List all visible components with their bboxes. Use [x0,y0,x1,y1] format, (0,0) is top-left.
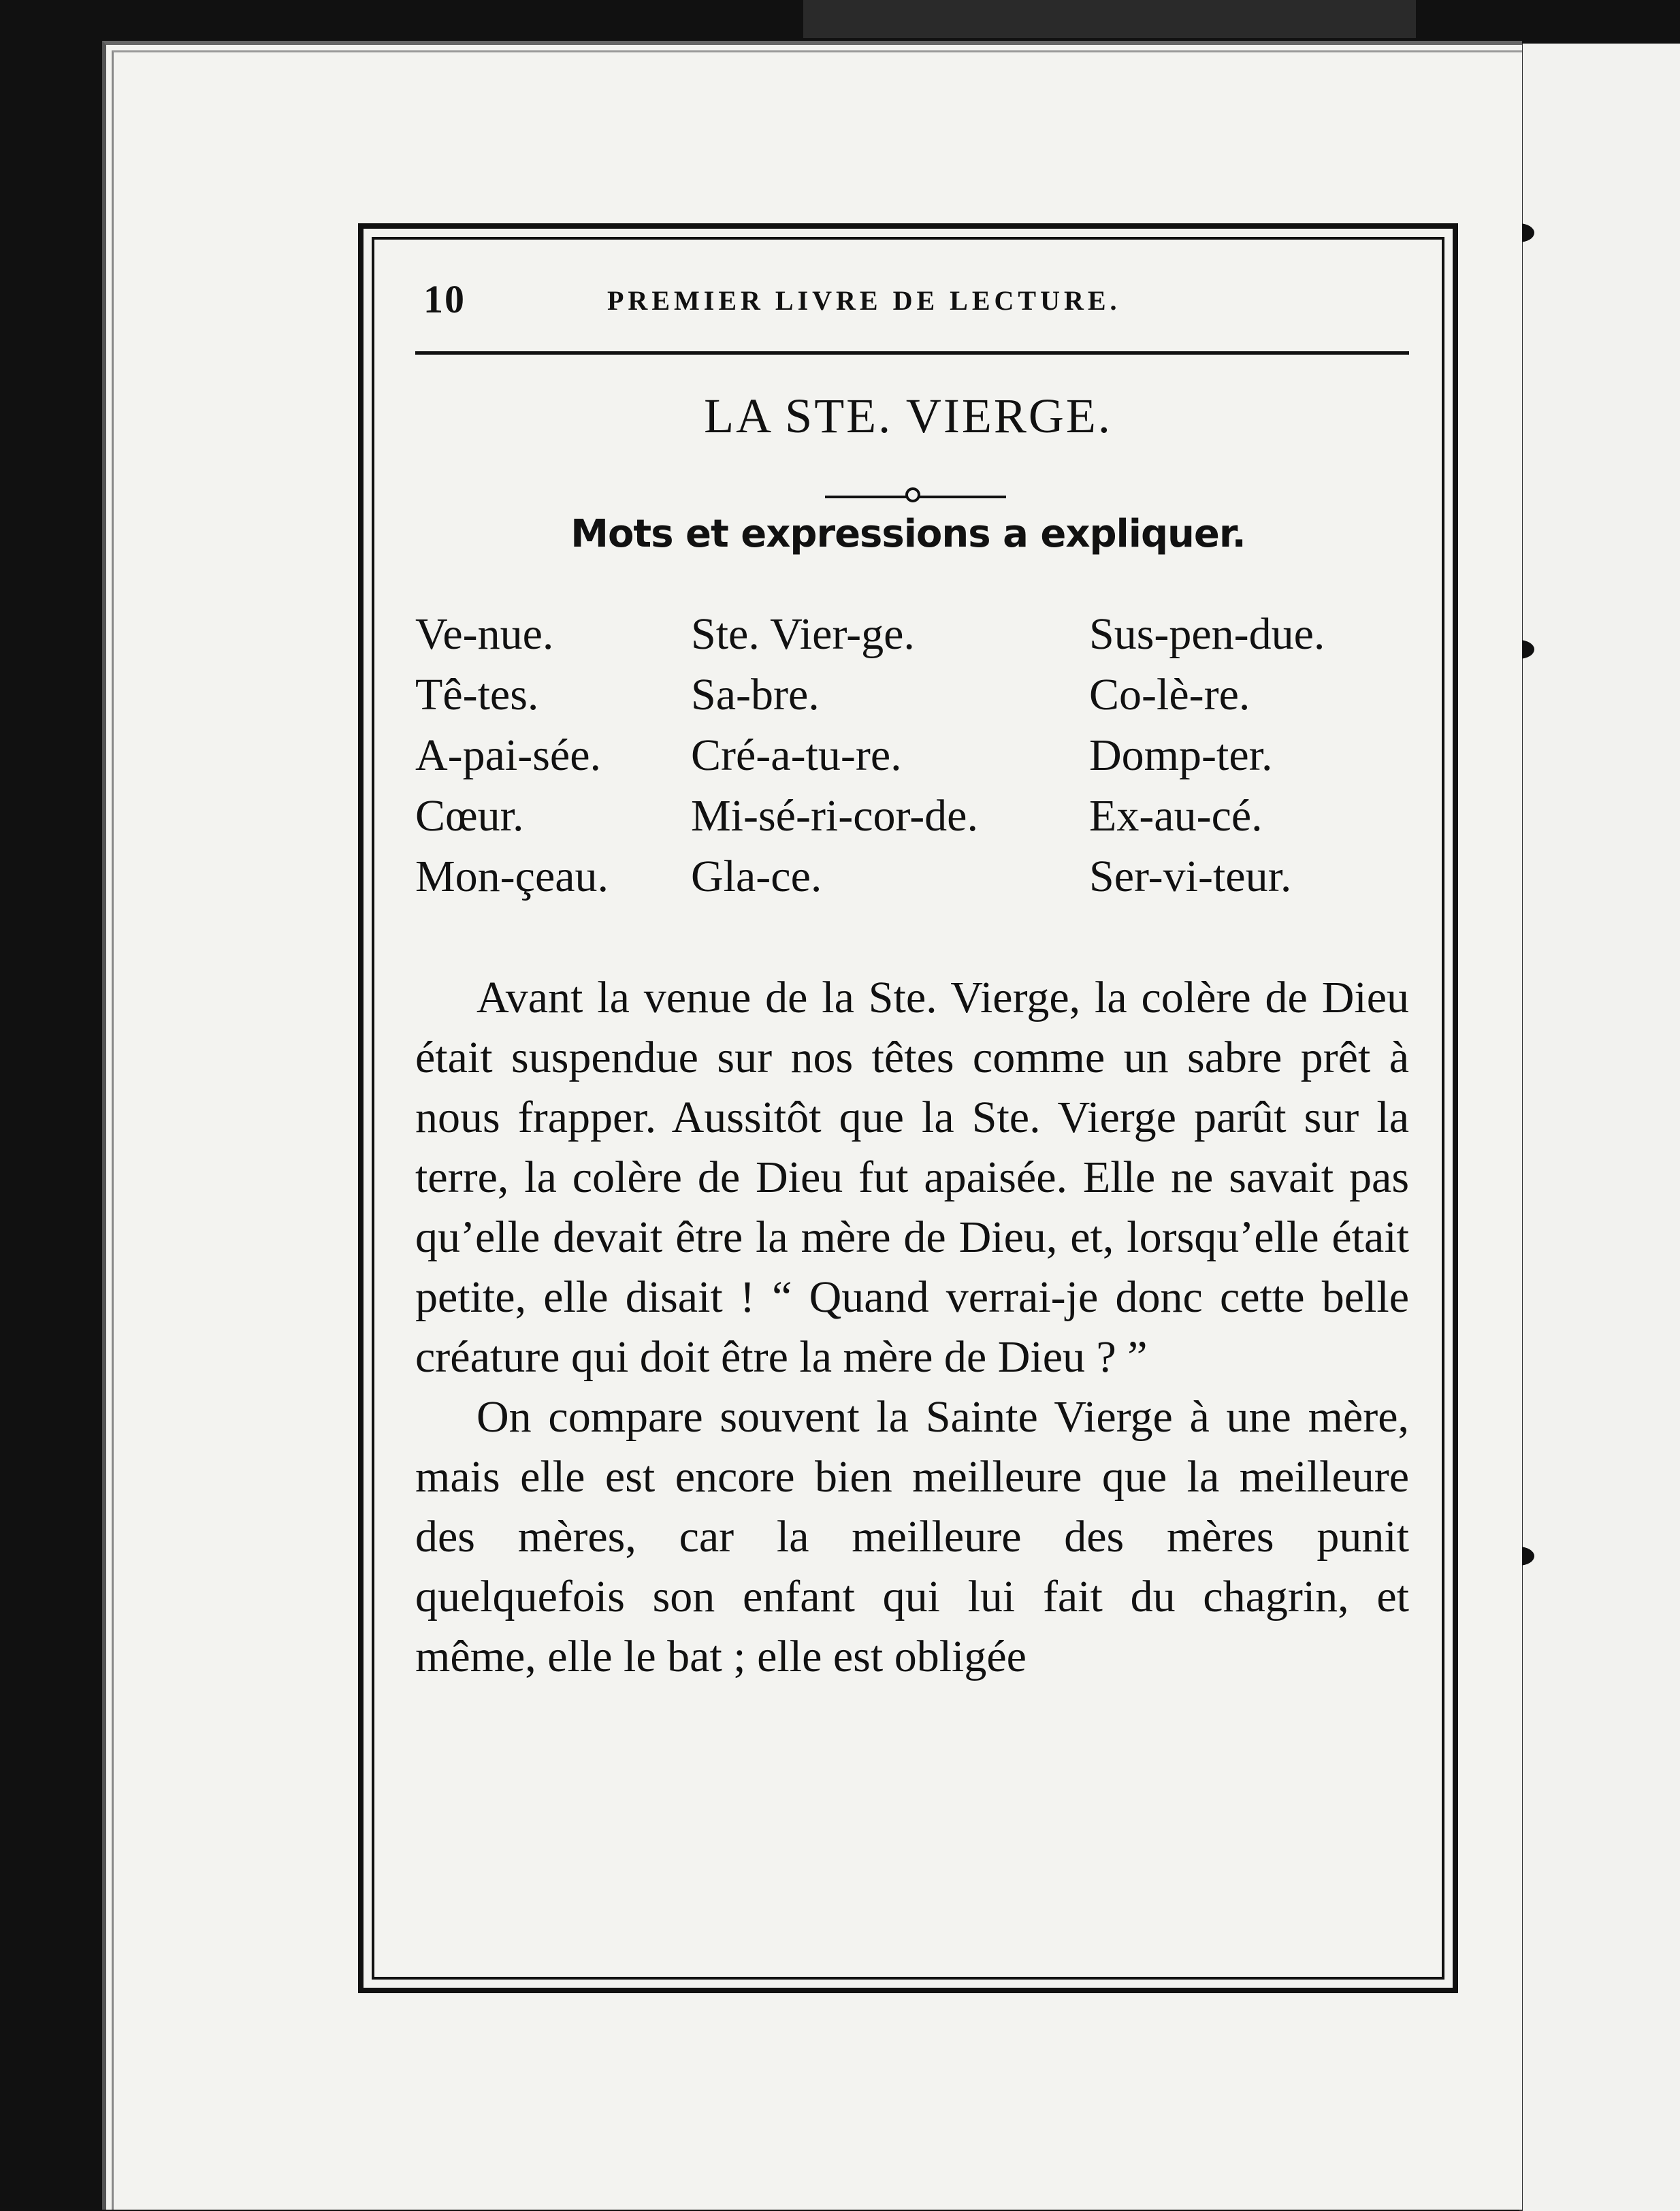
book-page [102,41,1522,2210]
ornament-divider [825,486,1006,506]
ornament-circle [905,487,920,502]
vocabulary-word: Domp-ter. [1089,730,1273,780]
vocabulary-word: Ex-au-cé. [1089,791,1263,841]
vocabulary-word: Ve-nue. [415,609,554,659]
body-text [415,968,1409,1687]
running-title: PREMIER LIVRE DE LECTURE. [607,285,1121,316]
text-frame [358,223,1458,1993]
vocabulary-word: Ser-vi-teur. [1089,852,1292,901]
vocabulary-word: Mon-çeau. [415,852,609,901]
paragraph: Avant la venue de la Ste. Vierge, la colère de Dieu était suspendue sur nos têtes comme un sabre prêt à nous frapper. Aussitôt que la Ste. Vierge parût sur la terre, la colère de Dieu fut apaisée. Elle ne savait pas qu’elle devait être la mère de Dieu, et, lorsqu’elle était petite, elle disait ! “ Quand verrai-je donc cette belle créature qui doit être la mère de Dieu ? ” [415,973,1409,1382]
facing-page-edge [1519,44,1680,2211]
vocabulary-column-1 [415,604,609,907]
page-number: 10 [423,277,466,321]
vocabulary-word: Gla-ce. [691,852,822,901]
vocabulary-word: Ste. Vier-ge. [691,609,915,659]
paragraph: On compare souvent la Sainte Vierge à une mère, mais elle est encore bien meilleure que la meilleure des mères, car la meilleure des mères punit quelquefois son enfant qui lui fait du chagrin, et même, elle le bat ; elle est obligée [415,1392,1409,1681]
text-frame-inner [372,237,1444,1980]
vocabulary-word: Mi-sé-ri-cor-de. [691,791,978,841]
vocabulary-column-3 [1089,604,1325,907]
vocabulary-heading: Mots et expressions a expliquer. [570,512,1246,556]
header-rule [415,351,1409,355]
vocabulary-word: Co-lè-re. [1089,670,1250,720]
vocabulary-word: Tê-tes. [415,670,539,720]
vocabulary-word: A-pai-sée. [415,730,602,780]
vocabulary-word: Cœur. [415,791,524,841]
running-head [423,276,1404,331]
scan-background [803,0,1416,38]
vocabulary-word: Sus-pen-due. [1089,609,1325,659]
vocabulary-word: Sa-bre. [691,670,820,720]
vocabulary-column-2 [691,604,978,907]
vocabulary-word: Cré-a-tu-re. [691,730,902,780]
chapter-title: LA STE. VIERGE. [704,389,1112,443]
